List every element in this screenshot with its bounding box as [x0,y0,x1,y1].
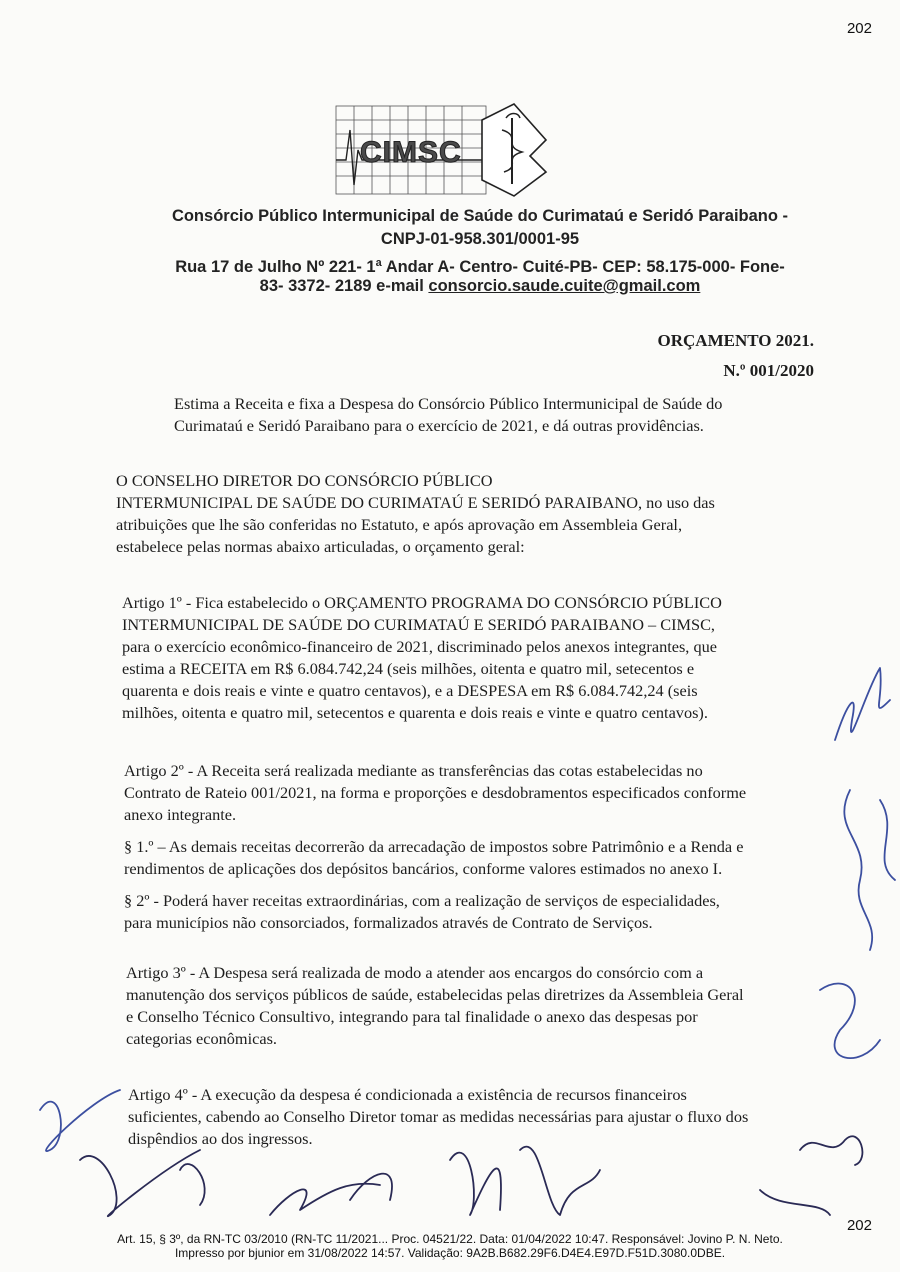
art1-line: Artigo 1º - Fica estabelecido o ORÇAMENTO PROGRAMA DO CONSÓRCIO PÚBLICO [122,593,722,612]
validation-footer [40,1232,860,1260]
art2-paragraph-2-cont: para municípios não consorciados, formalizados através de Contrato de Serviços. [124,913,653,932]
header-line-1: Consórcio Público Intermunicipal de Saúde do Curimataú e Seridó Paraibano - [171,207,789,225]
logo-text: CIMSC [360,136,462,169]
art4-line: Artigo 4º - A execução da despesa é condicionada a existência de recursos financeiros [128,1085,687,1104]
footer-line-1: Art. 15, § 3º, da RN-TC 03/2010 (RN-TC 11/2021... Proc. 04521/22. Data: 01/04/2022 10:47. Responsável: Jovino P. N. Neto. [117,1232,783,1246]
preamble-line-3: atribuições que lhe são conferidas no Estatuto, e após aprovação em Assembleia Geral, [116,515,683,534]
preamble-line-4: estabelece pelas normas abaixo articuladas, o orçamento geral: [116,537,525,556]
header-phone: 83- 3372- 2189 e-mail [259,277,429,295]
signature-right-margin-icon [835,668,895,950]
signature-bottom-left-icon [40,1090,205,1216]
header-email-link[interactable]: consorcio.saude.cuite@gmail.com [428,277,701,295]
signature-right-mid-icon [820,984,880,1059]
art2-line: anexo integrante. [124,805,237,824]
preamble-line-2: INTERMUNICIPAL DE SAÚDE DO CURIMATAÚ E SERIDÓ PARAIBANO, no uso das [116,493,715,512]
art1-line: milhões, oitenta e quatro mil, setecentos e quarenta e dois reais e vinte e quatro centavos). [122,703,708,722]
header-cnpj: CNPJ-01-958.301/0001-95 [380,230,580,248]
page-number-top: 202 [846,20,872,37]
art2-paragraph-2: § 2º - Poderá haver receitas extraordinárias, com a realização de serviços de especialidades, [124,891,720,910]
art2-paragraph-1: § 1.º – As demais receitas decorrerão da arrecadação de impostos sobre Patrimônio e a Renda e [124,837,744,856]
art2-line: Contrato de Rateio 001/2021, na forma e proporções e desdobramentos especificados conforme [124,783,747,802]
header-address: Rua 17 de Julho Nº 221- 1ª Andar A- Centro- Cuité-PB- CEP: 58.175-000- Fone- [175,258,785,276]
art1-line: para o exercício econômico-financeiro de 2021, discriminado pelos anexos integrantes, que [122,637,717,656]
art1-line: estima a RECEITA em R$ 6.084.742,24 (seis milhões, oitenta e quatro mil, setecentos e [122,659,695,678]
art4-line: dispêndios ao dos ingressos. [128,1129,313,1148]
art2-line: Artigo 2º - A Receita será realizada mediante as transferências das cotas estabelecidas no [124,761,703,780]
art1-line: INTERMUNICIPAL DE SAÚDE DO CURIMATAÚ E SERIDÓ PARAIBANO – CIMSC, [122,615,716,634]
art3-line: categorias econômicas. [126,1029,277,1048]
art3-line: manutenção dos serviços públicos de saúde, estabelecidas pelas diretrizes da Assembleia Geral [126,985,744,1004]
art3-line: e Conselho Técnico Consultivo, integrando para tal finalidade o anexo das despesas por [126,1007,698,1026]
document-number: N.º 001/2020 [723,361,814,380]
signature-bottom-center-icon [270,1147,600,1215]
ementa-line-1: Estima a Receita e fixa a Despesa do Consórcio Público Intermunicipal de Saúde do [174,394,723,413]
document-title: ORÇAMENTO 2021. [657,331,814,350]
art4-line: suficientes, cabendo ao Conselho Diretor tomar as medidas necessárias para ajustar o fluxo dos [128,1107,749,1126]
art3-line: Artigo 3º - A Despesa será realizada de modo a atender aos encargos do consórcio com a [126,963,704,982]
footer-line-2: Impresso por bjunior em 31/08/2022 14:57. Validação: 9A2B.B682.29F6.D4E4.E97D.F51D.3080.0DBE. [174,1246,726,1260]
art2-paragraph-1-cont: rendimentos de aplicações dos depósitos bancários, conforme valores estimados no anexo I. [124,859,723,878]
preamble-line-1: O CONSELHO DIRETOR DO CONSÓRCIO PÚBLICO [116,471,493,490]
art1-line: quarenta e dois reais e vinte e quatro centavos), e a DESPESA em R$ 6.084.742,24 (seis [122,681,698,700]
ementa-line-2: Curimataú e Seridó Paraibano para o exercício de 2021, e dá outras providências. [174,416,704,435]
signature-bottom-right-icon [760,1136,862,1215]
page-number-bottom: 202 [846,1217,872,1234]
